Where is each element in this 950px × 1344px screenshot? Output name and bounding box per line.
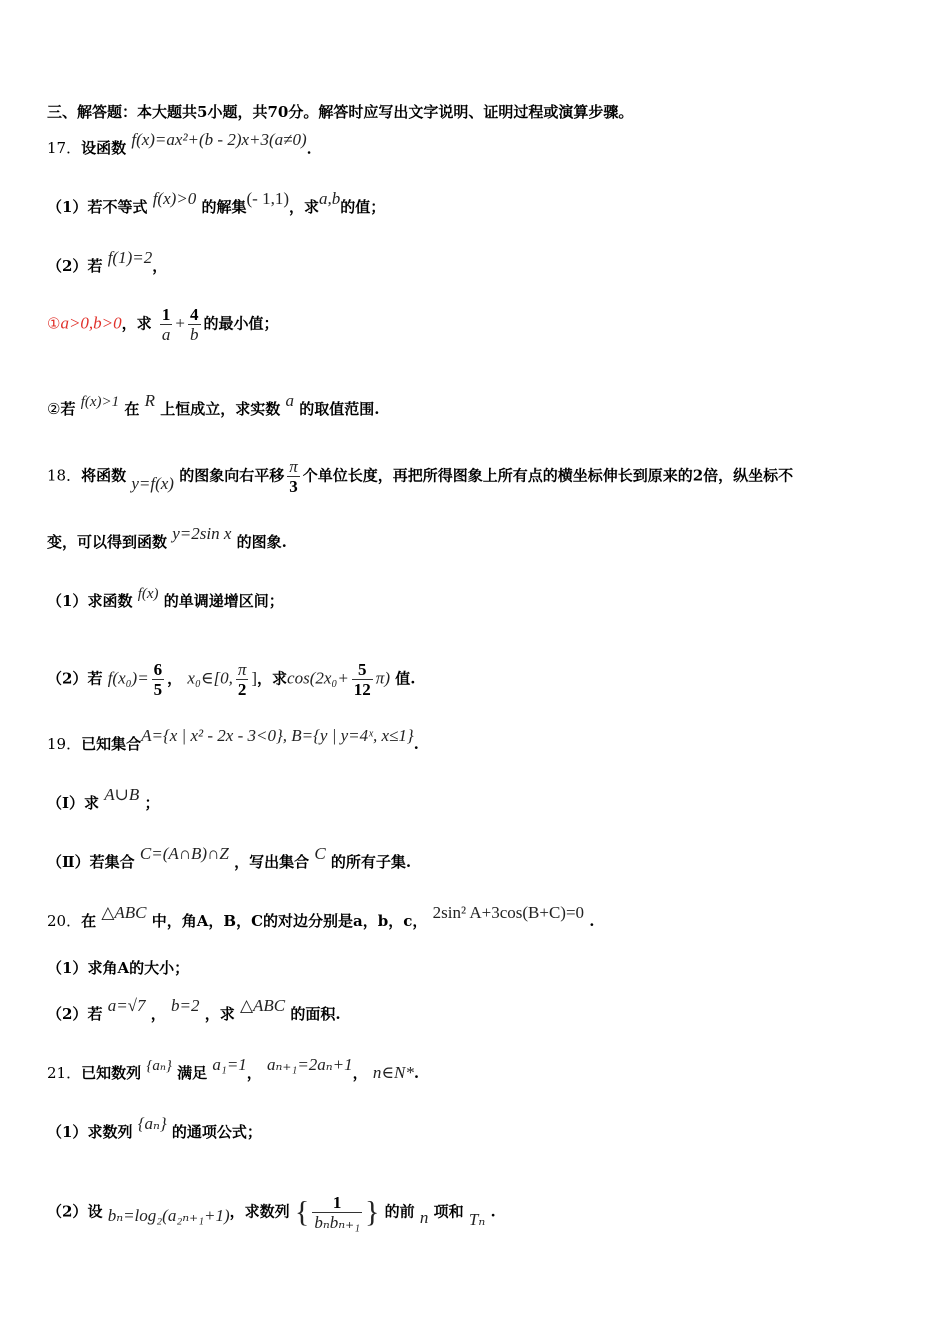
q18-p1-text-a: 求函数 bbox=[87, 592, 133, 610]
q17-c1-text-a: ，求 bbox=[121, 314, 152, 333]
q20-text-a: 在 bbox=[81, 912, 97, 930]
q17-c2-var: a bbox=[285, 391, 294, 410]
q17-c1-mark: ① bbox=[47, 314, 61, 333]
q18-p2-five-num: 5 bbox=[352, 660, 373, 680]
q17-c1-fraction-1 bbox=[160, 305, 173, 344]
q17-c2-condition: f(x)>1 bbox=[80, 394, 120, 410]
q20-p1-label: （1） bbox=[47, 959, 88, 977]
q20-p2-text-b: ， bbox=[150, 1005, 166, 1023]
q21-p2-right-brace: } bbox=[365, 1195, 380, 1229]
section-heading bbox=[47, 101, 633, 123]
q20-triangle: △ABC bbox=[101, 903, 147, 922]
q18-stem-line2 bbox=[47, 524, 287, 553]
q21-recurrence: aₙ₊₁=2aₙ+1 bbox=[267, 1055, 353, 1074]
q19-p2-set-C: C=(A∩B)∩Z bbox=[139, 844, 229, 863]
q18-p2-domain: x₀∈[0, bbox=[187, 668, 233, 688]
q18-p2-label: （2） bbox=[47, 669, 88, 688]
q21-p2-bn: bₙ=log₂(a₂ₙ₊₁+1) bbox=[107, 1205, 230, 1225]
q18-part1 bbox=[47, 586, 284, 613]
q19-p1-end: ； bbox=[144, 794, 160, 812]
q18-p2-value-fraction bbox=[152, 660, 165, 699]
q17-c1-fraction-2 bbox=[188, 305, 201, 344]
q19-p2-text-b: ，写出集合 bbox=[234, 853, 310, 871]
q19-p2-text-c: 的所有子集. bbox=[330, 853, 412, 871]
q18-p2-text-a: 若 bbox=[87, 669, 103, 688]
q18-p2-coef-fraction bbox=[352, 660, 373, 699]
q19-p1-union: A∪B bbox=[104, 785, 140, 804]
q17-case2 bbox=[47, 391, 380, 421]
q17-part2 bbox=[47, 248, 168, 277]
q19-p1-text-a: 求 bbox=[84, 794, 100, 812]
q17-c2-text-d: 的取值范围. bbox=[299, 400, 380, 418]
q21-end: . bbox=[413, 1064, 420, 1082]
q18-pi: π bbox=[289, 457, 298, 476]
q21-p1-text-b: 的通项公式； bbox=[171, 1123, 262, 1141]
q20-p2-text-a: 若 bbox=[87, 1005, 103, 1023]
q20-p2-a-value: a=√7 bbox=[107, 996, 146, 1015]
q18-p2-pi: π bbox=[237, 660, 247, 679]
q17-c1-plus: + bbox=[175, 313, 185, 333]
q17-c2-R: R bbox=[144, 391, 156, 410]
q20-p1-text: 求角A的大小； bbox=[87, 959, 190, 977]
q19-number: 19． bbox=[47, 735, 82, 753]
q20-part1 bbox=[47, 957, 189, 979]
q17-c1-den2: b bbox=[190, 325, 199, 344]
q17-p1-text-d: 的值； bbox=[340, 198, 386, 216]
q18-text-e: 的图象. bbox=[236, 533, 287, 551]
q18-shift-fraction bbox=[287, 457, 300, 496]
q18-p2-pi-close: π) bbox=[375, 668, 390, 688]
q17-p1-text-a: 若不等式 bbox=[87, 198, 148, 216]
q17-p2-condition: f(1)=2 bbox=[107, 248, 153, 267]
q18-p1-function: f(x) bbox=[137, 586, 159, 602]
q18-function: y=f(x) bbox=[131, 473, 174, 493]
q19-stem bbox=[47, 726, 419, 755]
q21-text-c: ， bbox=[246, 1064, 262, 1082]
q21-p2-left-brace: { bbox=[294, 1195, 310, 1229]
q19-p2-C: C bbox=[314, 844, 326, 863]
q21-p2-text-c: 的前 bbox=[384, 1202, 415, 1221]
q19-end: . bbox=[413, 735, 419, 753]
q18-p1-label: （1） bbox=[47, 592, 88, 610]
q18-p2-five: 5 bbox=[153, 680, 163, 699]
q19-part1 bbox=[47, 785, 160, 814]
q17-c1-condition: a>0,b>0 bbox=[60, 313, 122, 333]
q17-function: f(x)=ax²+(b - 2)x+3(a≠0) bbox=[131, 130, 307, 149]
q20-end: . bbox=[589, 912, 595, 930]
q18-p2-text-b: ， bbox=[167, 669, 183, 688]
q17-c1-text-b: 的最小值； bbox=[203, 314, 279, 333]
q21-stem bbox=[47, 1055, 420, 1085]
q18-text-d: 变，可以得到函数 bbox=[47, 533, 168, 551]
q17-c2-text-c: 上恒成立，求实数 bbox=[160, 400, 281, 418]
q20-p2-text-c: ，求 bbox=[204, 1005, 235, 1023]
q21-text-a: 已知数列 bbox=[81, 1064, 142, 1082]
q17-end: ． bbox=[306, 139, 322, 157]
q18-p1-text-b: 的单调递增区间； bbox=[163, 592, 284, 610]
q18-p2-fx0: f(x₀)= bbox=[107, 668, 149, 688]
q21-p1-text-a: 求数列 bbox=[87, 1123, 133, 1141]
q21-p1-label: （1） bbox=[47, 1123, 88, 1141]
q18-p2-text-c: ，求 bbox=[257, 669, 288, 688]
q21-p2-one: 1 bbox=[312, 1193, 362, 1213]
q18-p2-two: 2 bbox=[237, 680, 247, 699]
q17-p1-inequality: f(x)>0 bbox=[152, 189, 197, 208]
q19-sets: A={x | x² - 2x - 3<0}, B={y | y=4ˣ, x≤1} bbox=[141, 726, 414, 745]
q17-p1-label: （1） bbox=[47, 198, 88, 216]
section-title: 三、解答题：本大题共5小题，共70分。解答时应写出文字说明、证明过程或演算步骤。 bbox=[47, 103, 634, 121]
q21-domain: n∈N* bbox=[372, 1063, 414, 1082]
q19-p1-label: （Ⅰ） bbox=[47, 794, 85, 812]
q17-c2-text-b: 在 bbox=[124, 400, 140, 418]
q17-c2-text-a: 若 bbox=[60, 400, 76, 418]
q18-p2-pi-fraction bbox=[236, 660, 249, 699]
q17-p2-label: （2） bbox=[47, 257, 88, 275]
q21-sequence: {aₙ} bbox=[146, 1058, 172, 1074]
q21-p1-sequence: {aₙ} bbox=[137, 1114, 167, 1133]
q18-text-a: 将函数 bbox=[81, 466, 127, 485]
q17-intro: 设函数 bbox=[81, 139, 127, 157]
q21-p2-label: （2） bbox=[47, 1202, 88, 1221]
q17-p1-ab: a,b bbox=[319, 189, 341, 208]
q17-c1-num2: 4 bbox=[190, 305, 199, 324]
q18-p2-text-e: 值. bbox=[395, 669, 416, 688]
q17-case1 bbox=[47, 305, 279, 344]
q17-c2-mark: ② bbox=[47, 400, 61, 418]
q21-part2 bbox=[47, 1193, 496, 1232]
q21-p2-fraction bbox=[312, 1193, 362, 1232]
q18-three: 3 bbox=[289, 477, 298, 496]
q17-p2-text-a: 若 bbox=[87, 257, 103, 275]
q21-initial: a₁=1 bbox=[212, 1055, 247, 1074]
q20-equation: 2sin² A+3cos(B+C)=0 bbox=[432, 903, 585, 922]
q21-p2-end: . bbox=[490, 1202, 496, 1221]
q21-p2-denominator: bₙbₙ₊₁ bbox=[314, 1213, 360, 1232]
q21-number: 21． bbox=[47, 1064, 82, 1082]
q18-text-b: 的图象向右平移 bbox=[179, 466, 285, 485]
q17-c1-num1: 1 bbox=[161, 305, 171, 324]
q20-number: 20． bbox=[47, 912, 82, 930]
q21-text-d: ， bbox=[352, 1064, 368, 1082]
q18-p2-twelve: 12 bbox=[353, 680, 371, 699]
q21-text-b: 满足 bbox=[177, 1064, 208, 1082]
q20-p2-label: （2） bbox=[47, 1005, 88, 1023]
q20-part2 bbox=[47, 996, 341, 1025]
q20-text-b: 中，角A，B，C的对边分别是a，b，c， bbox=[151, 912, 428, 930]
q17-number: 17． bbox=[47, 139, 82, 157]
q17-p1-text-b: 的解集 bbox=[201, 198, 247, 216]
q17-part1 bbox=[47, 189, 386, 218]
q19-p2-label: （Ⅱ） bbox=[47, 853, 90, 871]
q21-p2-text-d: 项和 bbox=[433, 1202, 464, 1221]
q19-text-a: 已知集合 bbox=[81, 735, 142, 753]
q18-number: 18． bbox=[47, 466, 82, 485]
q18-part2 bbox=[47, 660, 415, 699]
q18-target-function: y=2sin x bbox=[172, 524, 232, 543]
q21-p2-n: n bbox=[419, 1207, 429, 1227]
q20-p2-text-d: 的面积. bbox=[290, 1005, 341, 1023]
q17-c1-den1: a bbox=[161, 325, 171, 344]
q19-p2-text-a: 若集合 bbox=[89, 853, 135, 871]
q20-stem bbox=[47, 903, 595, 932]
q17-stem bbox=[47, 130, 322, 159]
q17-p1-text-c: ，求 bbox=[288, 198, 319, 216]
q18-stem-line1 bbox=[47, 457, 793, 496]
q21-p2-T: Tₙ bbox=[468, 1209, 486, 1229]
q17-p1-set: (- 1,1) bbox=[246, 189, 289, 208]
q20-p2-triangle: △ABC bbox=[239, 996, 286, 1015]
q20-p2-b-value: b=2 bbox=[170, 996, 200, 1015]
q21-p2-text-b: ，求数列 bbox=[229, 1202, 290, 1221]
q17-p2-end: ， bbox=[152, 257, 168, 275]
q18-p2-close: ] bbox=[251, 668, 258, 688]
q21-part1 bbox=[47, 1114, 262, 1143]
q18-text-c: 个单位长度，再把所得图象上所有点的横坐标伸长到原来的2倍，纵坐标不 bbox=[302, 466, 794, 485]
q18-p2-cos: cos(2x₀+ bbox=[287, 668, 349, 688]
q19-part2 bbox=[47, 844, 412, 873]
q18-p2-six: 6 bbox=[153, 660, 163, 679]
q21-p2-text-a: 设 bbox=[87, 1202, 103, 1221]
